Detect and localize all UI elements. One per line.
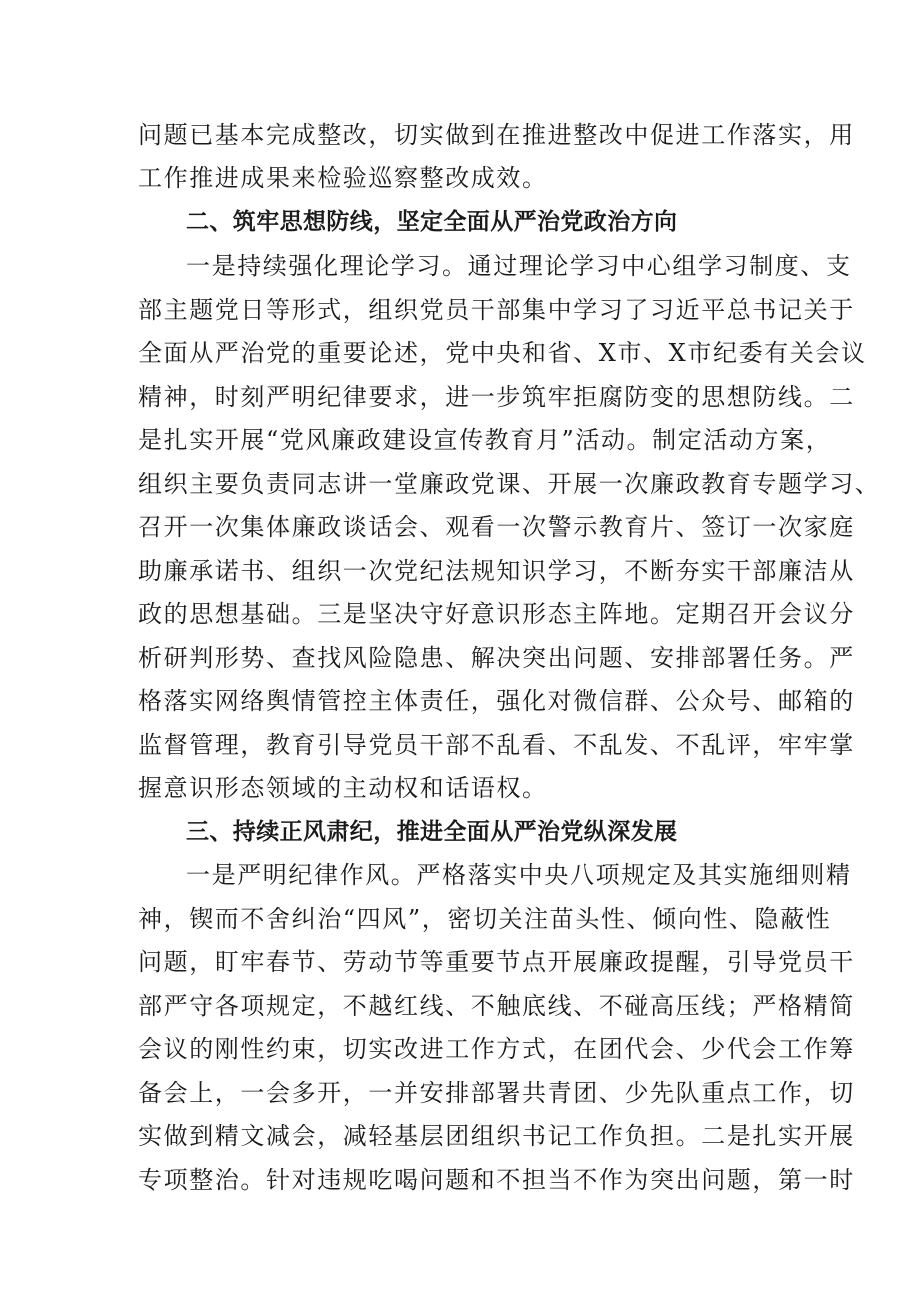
paragraph-line: 握意识形态领域的主动权和话语权。 — [138, 774, 548, 802]
paragraph-line: 问题，盯牢春节、劳动节等重要节点开展廉政提醒，引导党员干 — [138, 948, 855, 976]
paragraph-line: 助廉承诺书、组织一次党纪法规知识学习，不断夯实干部廉洁从 — [138, 557, 855, 585]
paragraph-line: 一是严明纪律作风。严格落实中央八项规定及其实施细则精 — [186, 861, 852, 889]
paragraph-line: 会议的刚性约束，切实改进工作方式，在团代会、少代会工作筹 — [138, 1035, 855, 1063]
paragraph-line: 组织主要负责同志讲一堂廉政党课、开展一次廉政教育专题学习、 — [138, 470, 881, 498]
paragraph-line: 政的思想基础。三是坚决守好意识形态主阵地。定期召开会议分 — [138, 600, 855, 628]
paragraph-line: 部严守各项规定，不越红线、不触底线、不碰高压线；严格精简 — [138, 992, 855, 1020]
paragraph-line: 神，锲而不舍纠治“四风”，密切关注苗头性、倾向性、隐蔽性 — [138, 905, 832, 933]
paragraph-line: 实做到精文减会，减轻基层团组织书记工作负担。二是扎实开展 — [138, 1122, 855, 1150]
paragraph-line: 一是持续强化理论学习。通过理论学习中心组学习制度、支 — [186, 252, 852, 280]
paragraph-line: 问题已基本完成整改，切实做到在推进整改中促进工作落实，用 — [138, 121, 855, 149]
paragraph-line: 工作推进成果来检验巡察整改成效。 — [138, 164, 548, 192]
paragraph-line: 监督管理，教育引导党员干部不乱看、不乱发、不乱评，牢牢掌 — [138, 731, 855, 759]
paragraph-line: 格落实网络舆情管控主体责任，强化对微信群、公众号、邮箱的 — [138, 687, 855, 715]
paragraph-line: 全面从严治党的重要论述，党中央和省、X市、X市纪委有关会议 — [138, 339, 867, 367]
paragraph-line: 析研判形势、查找风险隐患、解决突出问题、安排部署任务。严 — [138, 644, 855, 672]
section-heading-2: 二、筑牢思想防线，坚定全面从严治党政治方向 — [186, 209, 678, 235]
paragraph-line: 是扎实开展“党风廉政建设宣传教育月”活动。制定活动方案， — [138, 426, 832, 454]
paragraph-line: 精神，时刻严明纪律要求，进一步筑牢拒腐防变的思想防线。二 — [138, 383, 855, 411]
section-heading-3: 三、持续正风肃纪，推进全面从严治党纵深发展 — [186, 819, 678, 845]
paragraph-line: 备会上，一会多开，一并安排部署共青团、少先队重点工作，切 — [138, 1079, 855, 1107]
paragraph-line: 专项整治。针对违规吃喝问题和不担当不作为突出问题，第一时 — [138, 1166, 855, 1194]
paragraph-line: 召开一次集体廉政谈话会、观看一次警示教育片、签订一次家庭 — [138, 513, 855, 541]
paragraph-line: 部主题党日等形式，组织党员干部集中学习了习近平总书记关于 — [138, 296, 855, 324]
